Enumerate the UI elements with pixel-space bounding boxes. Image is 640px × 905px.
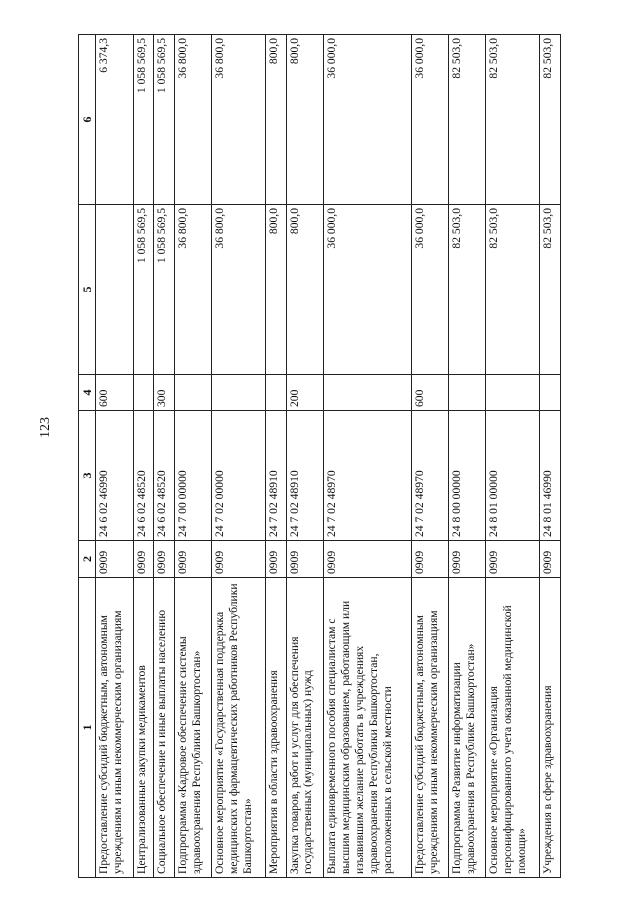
table-row: [133, 35, 153, 878]
row-value-6: 800,0: [266, 35, 286, 205]
page-number: 123: [38, 417, 53, 438]
header-col-5: 5: [79, 205, 96, 375]
header-col-6: 6: [79, 35, 96, 205]
row-value-6: 36 000,0: [411, 35, 448, 205]
table-row: [211, 35, 265, 878]
row-type: 600: [411, 375, 448, 411]
row-value-6: 36 000,0: [323, 35, 411, 205]
row-code: 0909: [540, 541, 561, 578]
row-type: 200: [286, 375, 323, 411]
row-value-5: 36 000,0: [323, 205, 411, 375]
header-col-3: 3: [79, 411, 96, 541]
row-value-6: 36 800,0: [211, 35, 265, 205]
row-target: 24 7 00 00000: [174, 411, 211, 541]
table-row: [411, 35, 448, 878]
row-type: [211, 375, 265, 411]
row-type: 600: [96, 375, 133, 411]
header-col-4: 4: [79, 375, 96, 411]
row-target: 24 6 02 46990: [96, 411, 133, 541]
row-code: 0909: [174, 541, 211, 578]
row-value-6: 82 503,0: [540, 35, 561, 205]
row-value-5: 82 503,0: [449, 205, 486, 375]
row-type: [449, 375, 486, 411]
table-row: [540, 35, 561, 878]
row-name: Закупка товаров, работ и услуг для обеспечения государственных (муниципальных) нужд: [286, 578, 323, 878]
row-value-6: 6 374,3: [96, 35, 133, 205]
row-name: Подпрограмма «Развитие информатизации здравоохранения в Республике Башкортостан»: [449, 578, 486, 878]
row-target: 24 8 01 00000: [486, 411, 540, 541]
row-target: 24 7 02 00000: [211, 411, 265, 541]
row-target: 24 7 02 48970: [323, 411, 411, 541]
row-value-6: 36 800,0: [174, 35, 211, 205]
row-value-6: 1 058 569,5: [133, 35, 153, 205]
row-target: 24 7 02 48910: [286, 411, 323, 541]
row-name: Социальное обеспечение и иные выплаты населению: [154, 578, 174, 878]
row-code: 0909: [96, 541, 133, 578]
row-name: Выплата единовременного пособия специалистам с высшим медицинским образованием, работающим или изъявившим желание работать в учреждениях здравоохранения Республики Башкортостан, расположенных в сельской местности: [323, 578, 411, 878]
row-type: [486, 375, 540, 411]
row-value-5: 36 800,0: [211, 205, 265, 375]
row-code: 0909: [486, 541, 540, 578]
row-type: 300: [154, 375, 174, 411]
row-value-5: 82 503,0: [540, 205, 561, 375]
row-value-5: 800,0: [286, 205, 323, 375]
row-code: 0909: [323, 541, 411, 578]
table-header-row: [79, 35, 96, 878]
table-row: [286, 35, 323, 878]
row-code: 0909: [133, 541, 153, 578]
row-type: [266, 375, 286, 411]
table-row: [449, 35, 486, 878]
row-code: 0909: [154, 541, 174, 578]
row-name: Учреждения в сфере здравоохранения: [540, 578, 561, 878]
row-value-6: 82 503,0: [449, 35, 486, 205]
row-name: Основное мероприятие «Государственная поддержка медицинских и фармацевтических работников Республики Башкортостан»: [211, 578, 265, 878]
table-row: [486, 35, 540, 878]
row-target: 24 8 00 00000: [449, 411, 486, 541]
row-value-6: 800,0: [286, 35, 323, 205]
row-code: 0909: [411, 541, 448, 578]
row-name: Централизованные закупки медикаментов: [133, 578, 153, 878]
table-row: [96, 35, 133, 878]
row-type: [174, 375, 211, 411]
table-row: [174, 35, 211, 878]
table-row: [154, 35, 174, 878]
row-value-6: 1 058 569,5: [154, 35, 174, 205]
row-name: Предоставление субсидий бюджетным, автономным учреждениям и иным некоммерческим организациям: [411, 578, 448, 878]
row-target: 24 6 02 48520: [133, 411, 153, 541]
row-name: Мероприятия в области здравоохранения: [266, 578, 286, 878]
row-target: 24 7 02 48910: [266, 411, 286, 541]
row-value-5: 1 058 569,5: [133, 205, 153, 375]
table-row: [323, 35, 411, 878]
budget-table: [78, 34, 561, 878]
row-value-6: 82 503,0: [486, 35, 540, 205]
row-target: 24 6 02 48520: [154, 411, 174, 541]
row-value-5: 36 000,0: [411, 205, 448, 375]
row-code: 0909: [449, 541, 486, 578]
row-value-5: 800,0: [266, 205, 286, 375]
row-type: [133, 375, 153, 411]
row-value-5: [96, 205, 133, 375]
row-value-5: 82 503,0: [486, 205, 540, 375]
row-code: 0909: [211, 541, 265, 578]
row-name: Основное мероприятие «Организация персонифицированного учета оказанной медицинской помощи»: [486, 578, 540, 878]
row-name: Подпрограмма «Кадровое обеспечение системы здравоохранения Республики Башкортостан»: [174, 578, 211, 878]
row-type: [323, 375, 411, 411]
header-col-2: 2: [79, 541, 96, 578]
row-value-5: 1 058 569,5: [154, 205, 174, 375]
row-target: 24 8 01 46990: [540, 411, 561, 541]
row-code: 0909: [286, 541, 323, 578]
row-type: [540, 375, 561, 411]
row-target: 24 7 02 48970: [411, 411, 448, 541]
row-value-5: 36 800,0: [174, 205, 211, 375]
row-name: Предоставление субсидий бюджетным, автономным учреждениям и иным некоммерческим организациям: [96, 578, 133, 878]
header-col-1: 1: [79, 578, 96, 878]
rotated-table-container: [78, 35, 561, 878]
row-code: 0909: [266, 541, 286, 578]
table-row: [266, 35, 286, 878]
